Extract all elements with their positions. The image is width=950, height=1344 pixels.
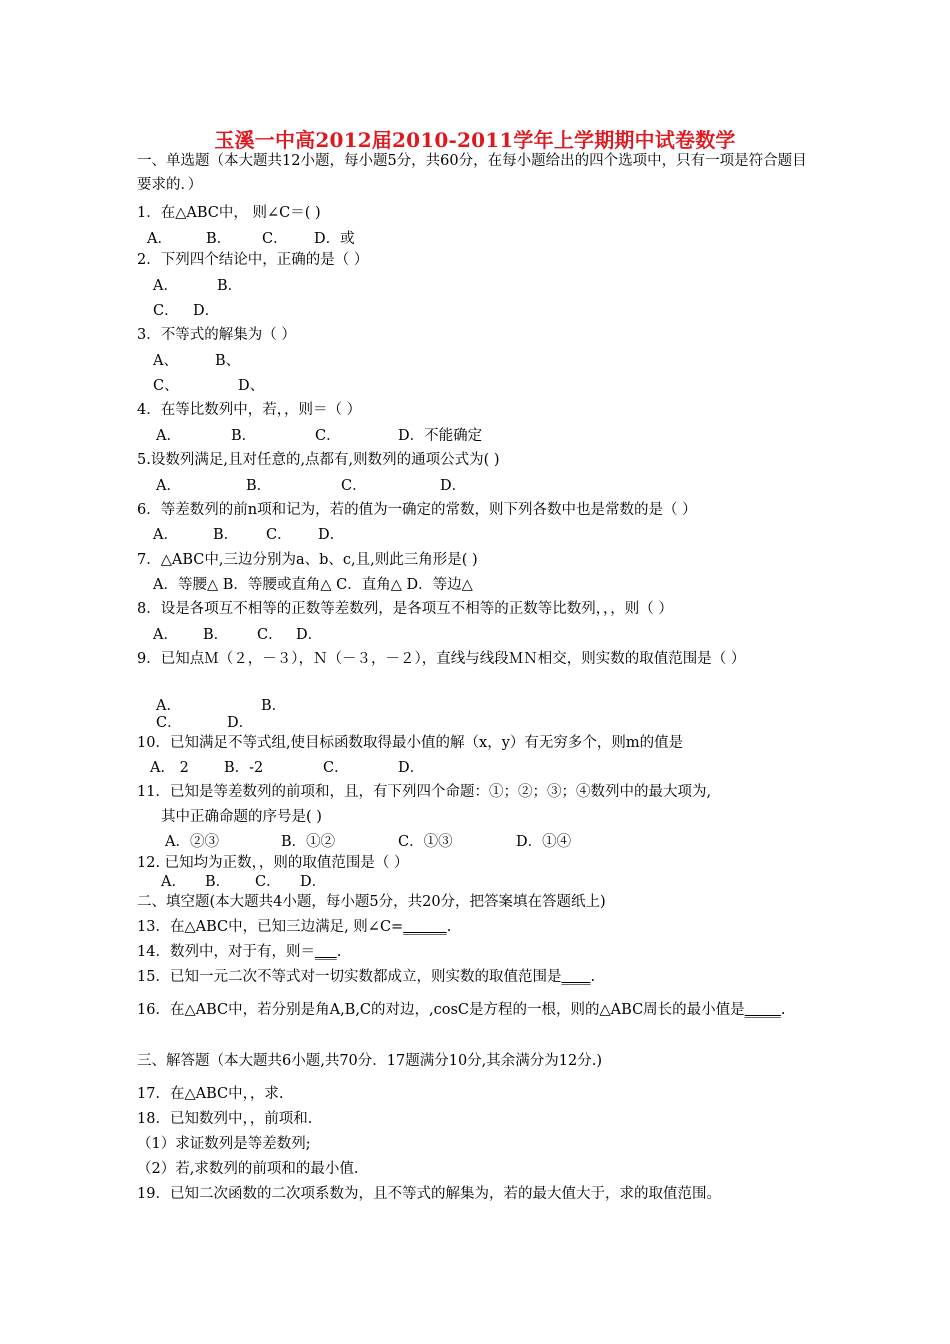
question-11-cont: 其中正确命题的序号是( ): [161, 809, 322, 825]
q12-option-a: A．: [161, 874, 186, 890]
q4-option-d: D．不能确定: [398, 428, 483, 444]
q2-option-c: C．: [153, 303, 179, 319]
question-4: 4．在等比数列中，若，，则＝（ ）: [137, 402, 362, 418]
question-12: 12. 已知均为正数，，则的取值范围是（ ）: [137, 855, 409, 871]
q4-option-b: B．: [231, 428, 257, 444]
q5-option-a: A．: [156, 478, 181, 494]
question-10: 10．已知满足不等式组,使目标函数取得最小值的解（x，y）有无穷多个，则m的值是: [137, 735, 684, 751]
q16-text: 16．在△ABC中，若分别是角A,B,C的对边，,cosC是方程的一根，则的△ABC周长的最小值是: [137, 1002, 745, 1018]
section1-heading: 一、单选题（本大题共12小题，每小题5分，共60分，在每小题给出的四个选项中，只有一项是符合题目要求的．）: [137, 153, 807, 193]
q11-option-c: C．①③: [398, 834, 453, 850]
q3-option-a: A、: [153, 353, 178, 369]
question-18-part1: （1）求证数列是等差数列;: [137, 1136, 311, 1152]
q1-option-a: A．: [147, 231, 172, 247]
question-2: 2．下列四个结论中，正确的是（ ）: [137, 252, 369, 268]
question-11: 11．已知是等差数列的前项和，且，有下列四个命题：①；②；③；④数列中的最大项为,: [137, 784, 712, 800]
q14-end: .: [336, 944, 342, 960]
q3-option-b: B、: [215, 353, 241, 369]
question-8: 8．设是各项互不相等的正数等差数列，是各项互不相等的正数等比数列，，，则（ ）: [137, 601, 673, 617]
q10-option-a: A． 2: [150, 760, 189, 776]
question-5: 5.设数列满足,且对任意的,点都有,则数列的通项公式为( ): [137, 452, 500, 468]
q9-option-a: A．: [156, 698, 181, 714]
q4-option-a: A．: [156, 428, 181, 444]
q13-blank: ______: [403, 919, 447, 935]
question-18-part2: （2）若,求数列的前项和的最小值.: [137, 1161, 359, 1177]
question-16: [137, 998, 817, 1022]
q15-text: 15．已知一元二次不等式对一切实数都成立，则实数的取值范围是: [137, 969, 562, 985]
q5-option-b: B．: [246, 478, 272, 494]
q15-end: .: [590, 969, 596, 985]
q9-option-c: C．: [156, 715, 182, 731]
q5-option-d: D．: [440, 478, 467, 494]
q14-blank: ___: [314, 944, 337, 960]
q13-end: .: [446, 919, 452, 935]
q2-option-a: A．: [153, 278, 178, 294]
q8-option-c: C．: [257, 627, 283, 643]
question-7: 7．△ABC中,三边分别为a、b、c,且,则此三角形是( ): [137, 552, 478, 568]
question-19: 19．已知二次函数的二次项系数为，且不等式的解集为，若的最大值大于，求的取值范围。: [137, 1186, 721, 1202]
q6-option-b: B．: [213, 527, 239, 543]
q6-option-d: D．: [318, 527, 345, 543]
section2-heading: 二、填空题(本大题共4小题，每小题5分，共20分，把答案填在答题纸上): [137, 894, 606, 910]
q2-option-d: D．: [193, 303, 220, 319]
q10-option-c: C．: [323, 760, 349, 776]
q1-option-b: B．: [206, 231, 232, 247]
question-15: [137, 967, 595, 987]
q12-option-d: D．: [300, 874, 327, 890]
question-17: 17．在△ABC中，，求.: [137, 1086, 284, 1102]
q16-end: .: [780, 1002, 786, 1018]
q14-text: 14．数列中，对于有，则＝: [137, 944, 315, 960]
q8-option-d: D．: [296, 627, 323, 643]
q7-options: A．等腰△ B．等腰或直角△ C．直角△ D．等边△: [153, 577, 473, 593]
q15-blank: ____: [561, 969, 591, 985]
q10-option-d: D．: [398, 760, 425, 776]
q10-option-b: B．-2: [224, 760, 264, 776]
q1-option-c: C．: [262, 231, 288, 247]
q4-option-c: C．: [315, 428, 341, 444]
q9-option-b: B．: [261, 698, 287, 714]
q12-option-b: B．: [205, 874, 231, 890]
section3-heading: 三、解答题（本大题共6小题,共70分．17题满分10分,其余满分为12分.): [137, 1053, 603, 1069]
q8-option-a: A．: [153, 627, 178, 643]
q2-option-b: B．: [217, 278, 243, 294]
q5-option-c: C．: [341, 478, 367, 494]
q6-option-a: A．: [153, 527, 178, 543]
q11-option-b: B．①②: [281, 834, 336, 850]
question-1: 1．在△ABC中， 则∠C＝( ): [137, 205, 321, 221]
q6-option-c: C．: [266, 527, 292, 543]
question-14: [137, 942, 341, 962]
page-title: 玉溪一中高2012届2010-2011学年上学期期中试卷数学: [214, 128, 736, 152]
q12-option-c: C．: [255, 874, 281, 890]
q8-option-b: B．: [203, 627, 229, 643]
q16-blank: _____: [744, 1002, 781, 1018]
question-6: 6．等差数列的前n项和记为，若的值为一确定的常数，则下列各数中也是常数的是（ ）: [137, 502, 697, 518]
q13-text: 13．在△ABC中，已知三边满足, 则∠C=: [137, 919, 404, 935]
q3-option-d: D、: [238, 378, 265, 394]
q11-option-a: A．②③: [165, 834, 219, 850]
q1-option-d: D．或: [314, 231, 355, 247]
q3-option-c: C、: [153, 378, 179, 394]
question-18: 18．已知数列中，，前项和.: [137, 1111, 313, 1127]
question-3: 3．不等式的解集为（ ）: [137, 327, 296, 343]
q11-option-d: D．①④: [516, 834, 572, 850]
question-9: 9．已知点Ｍ（２，－３），Ｎ（－３，－２），直线与线段ＭＮ相交，则实数的取值范围是（ ）: [137, 651, 746, 667]
question-13: [137, 917, 451, 937]
q9-option-d: D．: [227, 715, 254, 731]
